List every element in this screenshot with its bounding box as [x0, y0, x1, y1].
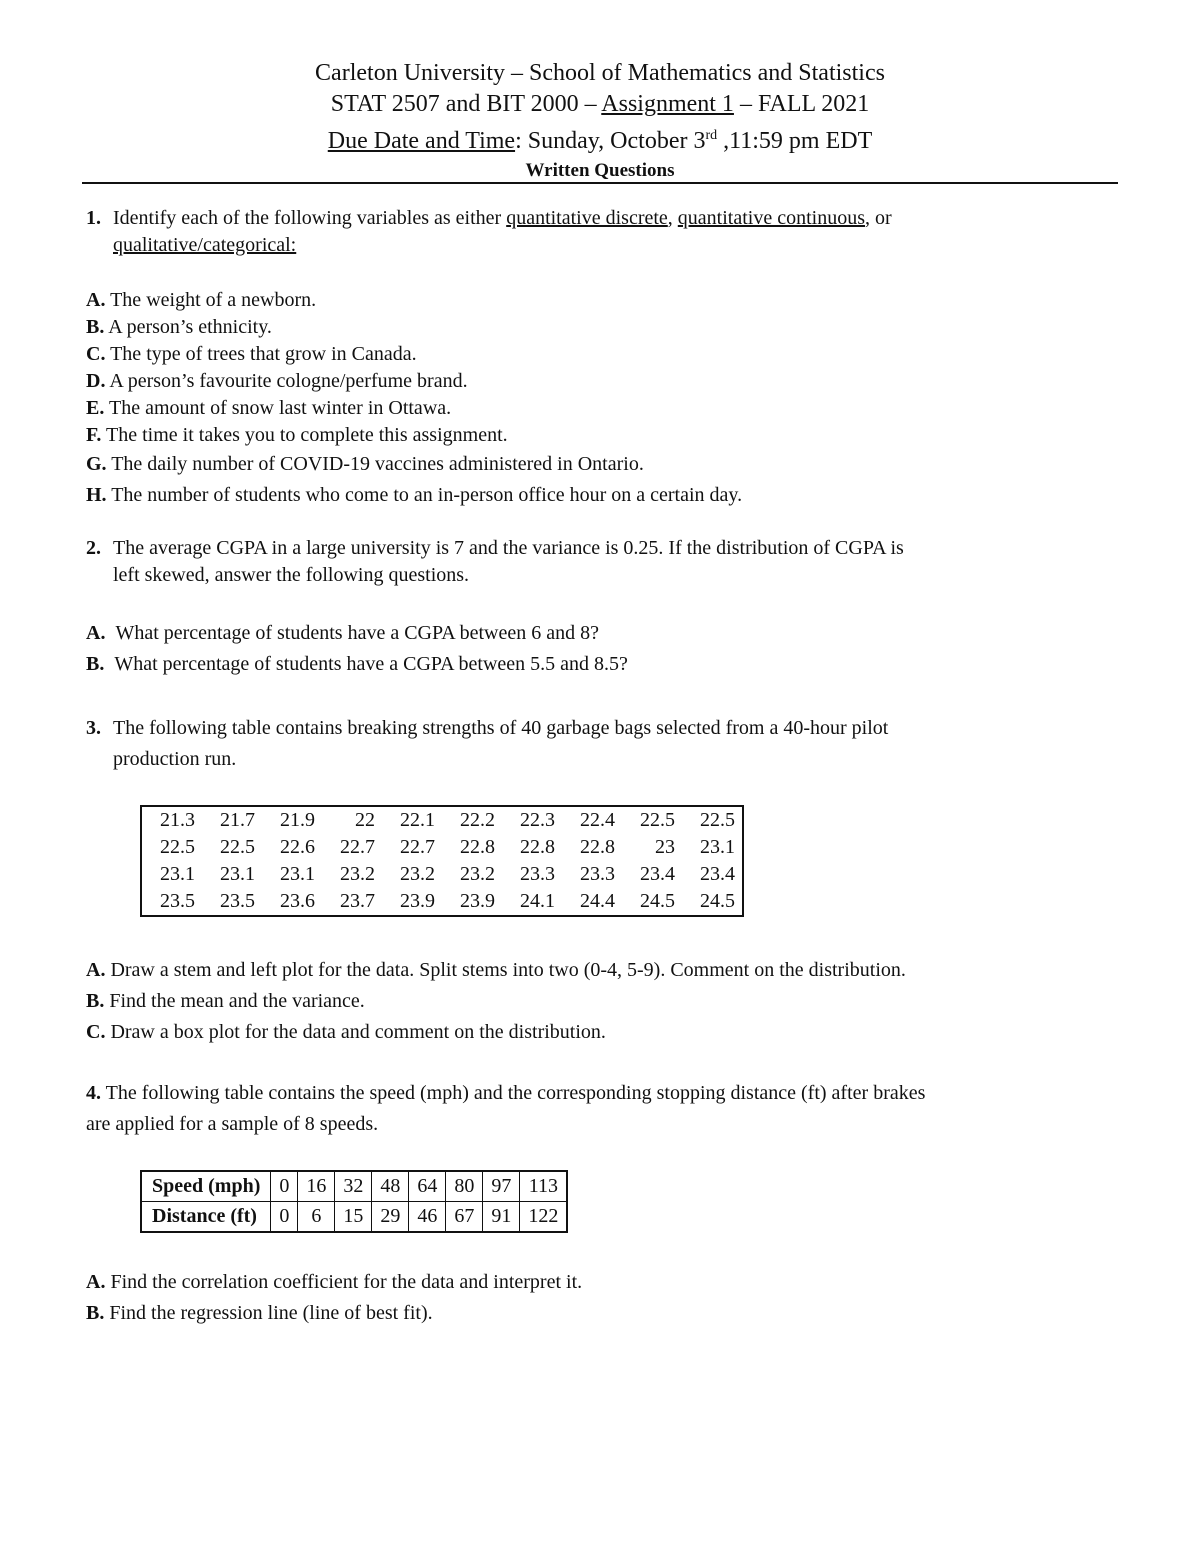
table-cell: 22.5	[640, 809, 675, 831]
table-cell: 0	[271, 1171, 298, 1202]
table-cell: 22.8	[580, 836, 615, 858]
list-item: A. Draw a stem and left plot for the data. Split stems into two (0-4, 5-9). Comment on the distribution.	[86, 959, 906, 981]
question-2: 2. The average CGPA in a large university is 7 and the variance is 0.25. If the distribution of CGPA is left skewed, answer the following questions.	[86, 535, 1126, 589]
table-cell: 6	[298, 1202, 335, 1233]
list-item: C. Draw a box plot for the data and comment on the distribution.	[86, 1021, 606, 1043]
list-item: E. The amount of snow last winter in Ottawa.	[86, 397, 452, 419]
question-1-items	[86, 287, 742, 509]
speed-distance-table	[140, 1170, 568, 1233]
table-cell: 22.3	[520, 809, 555, 831]
table-cell: 23.2	[400, 863, 435, 885]
list-item: G. The daily number of COVID-19 vaccines administered in Ontario.	[86, 453, 644, 475]
table-cell: 24.4	[580, 890, 615, 912]
question-4: 4. The following table contains the speed (mph) and the corresponding stopping distance (ft) after brakes are applied for a sample of 8 speeds.	[86, 1078, 1126, 1140]
list-item: F. The time it takes you to complete this assignment.	[86, 424, 508, 446]
table-cell: 22.7	[340, 836, 375, 858]
table-cell: 67	[446, 1202, 483, 1233]
table-cell: 23.1	[220, 863, 255, 885]
question-3: 3. The following table contains breaking strengths of 40 garbage bags selected from a 40-hour pilot production run.	[86, 713, 1126, 775]
table-cell: 23.9	[460, 890, 495, 912]
table-cell: 21.7	[220, 809, 255, 831]
table-cell: 22.8	[460, 836, 495, 858]
table-cell: 64	[409, 1171, 446, 1202]
table-cell: 48	[372, 1171, 409, 1202]
list-item: D. A person’s favourite cologne/perfume brand.	[86, 370, 468, 392]
question-1: 1. Identify each of the following variables as either quantitative discrete, quantitative continuous, or qualitative/categorical:	[86, 205, 1126, 259]
table-cell: 24.5	[640, 890, 675, 912]
header-divider	[82, 182, 1118, 184]
list-item: A. What percentage of students have a CGPA between 6 and 8?	[86, 622, 600, 644]
table-cell: 23.4	[640, 863, 675, 885]
section-title: Written Questions	[525, 160, 675, 181]
table-cell: 22.6	[280, 836, 315, 858]
table-cell: 23.3	[520, 863, 555, 885]
list-item: A. The weight of a newborn.	[86, 289, 317, 311]
question-2-items	[86, 620, 628, 678]
list-item: B. Find the mean and the variance.	[86, 990, 365, 1012]
table-cell: 22.8	[520, 836, 555, 858]
university-line: Carleton University – School of Mathematics and Statistics	[315, 60, 885, 86]
table-row	[141, 888, 743, 916]
table-row	[141, 861, 743, 888]
row-header: Distance (ft)	[141, 1202, 271, 1233]
table-cell: 23.1	[700, 836, 735, 858]
table-row	[141, 834, 743, 861]
list-item: B. What percentage of students have a CGPA between 5.5 and 8.5?	[86, 653, 628, 675]
table-cell: 21.9	[280, 809, 315, 831]
table-cell: 22.4	[580, 809, 615, 831]
table-cell: 23.9	[400, 890, 435, 912]
table-cell: 23.4	[700, 863, 735, 885]
table-cell: 21.3	[160, 809, 195, 831]
due-date-line: Due Date and Time: Sunday, October 3rd ,11:59 pm EDT	[327, 128, 873, 154]
table-cell: 0	[271, 1202, 298, 1233]
table-cell: 23.1	[280, 863, 315, 885]
table-cell: 23.7	[340, 890, 375, 912]
table-cell: 97	[483, 1171, 520, 1202]
table-cell: 113	[520, 1171, 568, 1202]
table-cell: 32	[335, 1171, 372, 1202]
table-cell: 22.5	[220, 836, 255, 858]
list-item: A. Find the correlation coefficient for the data and interpret it.	[86, 1271, 583, 1293]
breaking-strengths-table	[140, 805, 744, 917]
table-cell: 22.7	[400, 836, 435, 858]
table-row	[141, 1171, 567, 1202]
table-cell: 23.2	[460, 863, 495, 885]
question-1-prompt: 1. Identify each of the following variables as either quantitative discrete, quantitative continuous, or	[86, 207, 892, 229]
table-cell: 23.2	[340, 863, 375, 885]
table-cell: 23.3	[580, 863, 615, 885]
question-3-prompt: 3. The following table contains breaking strengths of 40 garbage bags selected from a 40-hour pilot	[86, 717, 889, 739]
table-row	[141, 1202, 567, 1233]
list-item: C. The type of trees that grow in Canada.	[86, 343, 417, 365]
table-cell: 22	[355, 809, 375, 831]
list-item: B. Find the regression line (line of best fit).	[86, 1302, 433, 1324]
table-cell: 23.1	[160, 863, 195, 885]
table-cell: 23.6	[280, 890, 315, 912]
question-3-items	[86, 955, 906, 1048]
question-4-prompt: 4. The following table contains the speed (mph) and the corresponding stopping distance (ft) after brakes	[86, 1082, 926, 1104]
document-header	[0, 58, 1200, 185]
table-cell: 22.5	[700, 809, 735, 831]
table-cell: 46	[409, 1202, 446, 1233]
table-cell: 22.5	[160, 836, 195, 858]
table-cell: 22.1	[400, 809, 435, 831]
row-header: Speed (mph)	[141, 1171, 271, 1202]
table-cell: 24.5	[700, 890, 735, 912]
table-cell: 22.2	[460, 809, 495, 831]
table-cell: 122	[520, 1202, 568, 1233]
table-cell: 23	[655, 836, 675, 858]
table-cell: 29	[372, 1202, 409, 1233]
table-row	[141, 806, 743, 834]
list-item: B. A person’s ethnicity.	[86, 316, 272, 338]
table-cell: 23.5	[220, 890, 255, 912]
question-2-prompt: 2. The average CGPA in a large university is 7 and the variance is 0.25. If the distribution of CGPA is	[86, 537, 904, 559]
table-cell: 91	[483, 1202, 520, 1233]
course-line: STAT 2507 and BIT 2000 – Assignment 1 – FALL 2021	[330, 91, 870, 117]
table-cell: 24.1	[520, 890, 555, 912]
table-cell: 16	[298, 1171, 335, 1202]
table-cell: 80	[446, 1171, 483, 1202]
list-item: H. The number of students who come to an in-person office hour on a certain day.	[86, 484, 743, 506]
table-cell: 15	[335, 1202, 372, 1233]
question-4-items	[86, 1267, 582, 1329]
table-cell: 23.5	[160, 890, 195, 912]
